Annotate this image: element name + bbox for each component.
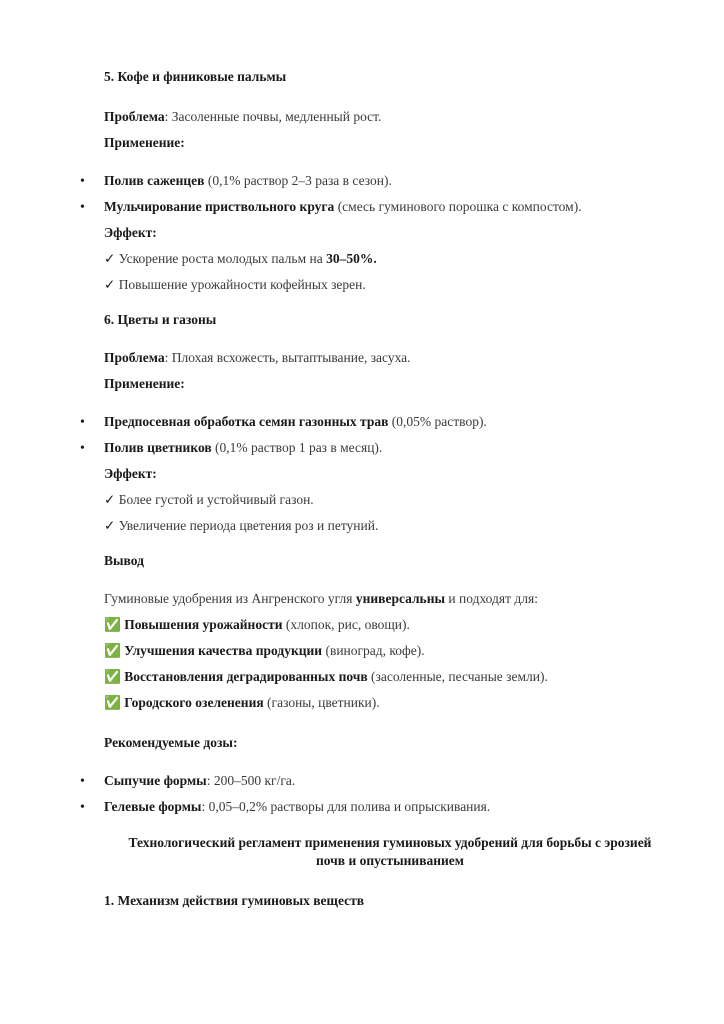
effect-label: Эффект: <box>104 466 157 481</box>
regulation-title-line1: Технологический регламент применения гуминовых удобрений для борьбы с эрозией <box>128 835 652 850</box>
application-label: Применение: <box>104 376 185 391</box>
section-heading-coffee: 5. Кофе и финиковые пальмы <box>104 69 287 84</box>
effect-item: ✓ Более густой и устойчивый газон. <box>104 492 314 507</box>
check-icon: ✓ <box>104 277 116 292</box>
application-label: Применение: <box>104 135 185 150</box>
bullet-icon: • <box>80 415 85 430</box>
bullet-icon: • <box>80 174 85 189</box>
problem-text: : Засоленные почвы, медленный рост. <box>164 109 382 124</box>
problem-label: Проблема <box>104 350 165 365</box>
conclusion-item: ✅ Повышения урожайности (хлопок, рис, овощи). <box>104 617 410 632</box>
list-item: Предпосевная обработка семян газонных трав (0,05% раствор). <box>104 414 487 429</box>
conclusion-item: ✅ Городского озеленения (газоны, цветники). <box>104 695 380 710</box>
problem-line <box>104 349 411 367</box>
effect-item: ✓ Повышение урожайности кофейных зерен. <box>104 277 366 292</box>
bullet-icon: • <box>80 774 85 789</box>
problem-line <box>104 108 381 126</box>
list-item: Полив саженцев (0,1% раствор 2–3 раза в сезон). <box>104 173 392 188</box>
section-heading-flowers: 6. Цветы и газоны <box>104 312 217 327</box>
list-item: Гелевые формы: 0,05–0,2% растворы для полива и опрыскивания. <box>104 799 491 814</box>
check-mark-icon: ✅ <box>104 617 121 632</box>
check-icon: ✓ <box>104 518 116 533</box>
bullet-icon: • <box>80 800 85 815</box>
problem-text: : Плохая всхожесть, вытаптывание, засуха. <box>164 350 411 365</box>
problem-label: Проблема <box>104 109 165 124</box>
conclusion-heading: Вывод <box>104 553 144 568</box>
check-mark-icon: ✅ <box>104 643 121 658</box>
check-mark-icon: ✅ <box>104 669 121 684</box>
subsection-heading: 1. Механизм действия гуминовых веществ <box>104 893 365 908</box>
bullet-icon: • <box>80 200 85 215</box>
check-icon: ✓ <box>104 492 116 507</box>
effect-item: ✓ Ускорение роста молодых пальм на 30–50%. <box>104 251 377 266</box>
doses-heading: Рекомендуемые дозы: <box>104 735 238 750</box>
list-item: Мульчирование приствольного круга (смесь гуминового порошка с компостом). <box>104 199 582 214</box>
check-icon: ✓ <box>104 251 116 266</box>
bullet-icon: • <box>80 441 85 456</box>
list-item: Сыпучие формы: 200–500 кг/га. <box>104 773 296 788</box>
list-item: Полив цветников (0,1% раствор 1 раз в месяц). <box>104 440 383 455</box>
conclusion-intro: Гуминовые удобрения из Ангренского угля универсальны и подходят для: <box>104 591 538 606</box>
conclusion-item: ✅ Восстановления деградированных почв (засоленные, песчаные земли). <box>104 669 548 684</box>
effect-item: ✓ Увеличение периода цветения роз и петуний. <box>104 518 379 533</box>
conclusion-item: ✅ Улучшения качества продукции (виноград, кофе). <box>104 643 425 658</box>
check-mark-icon: ✅ <box>104 695 121 710</box>
regulation-title-line2: почв и опустыниванием <box>316 853 464 868</box>
effect-label: Эффект: <box>104 225 157 240</box>
